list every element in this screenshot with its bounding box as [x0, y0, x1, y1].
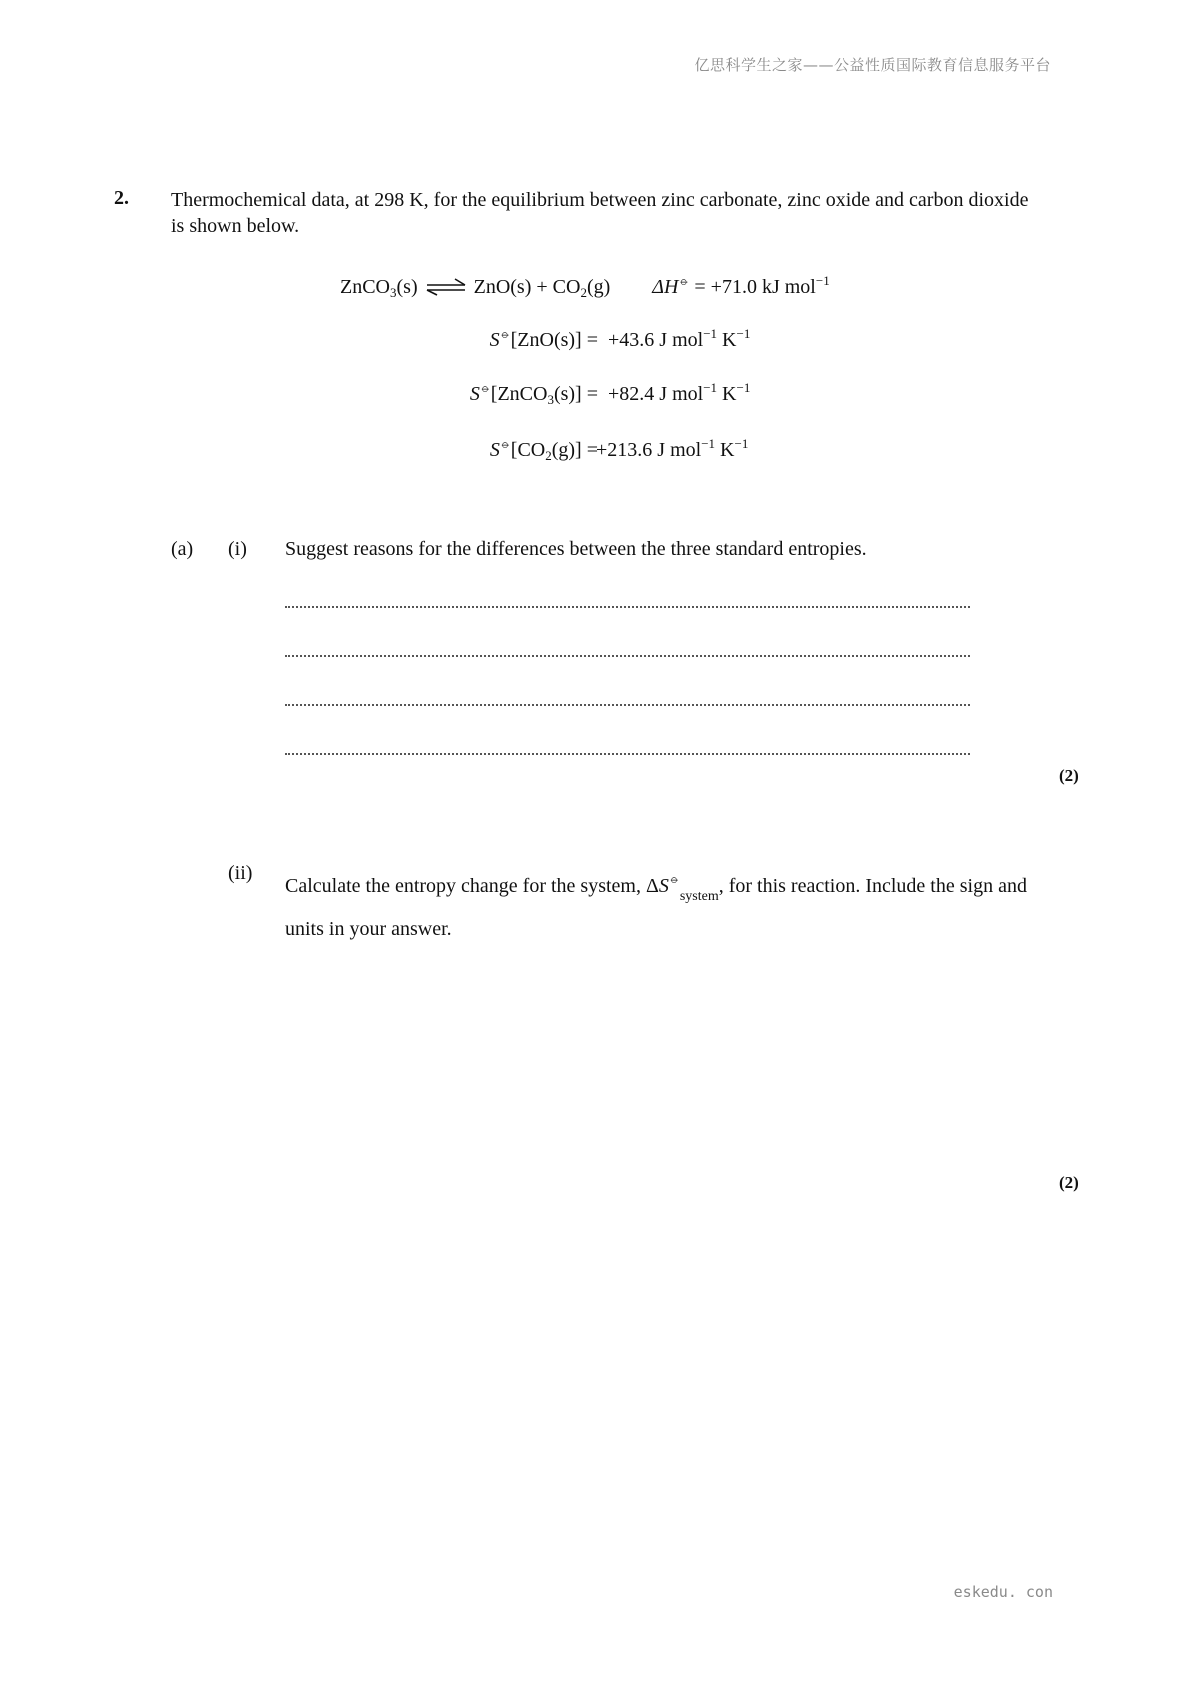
enthalpy-change: ΔH⦵ = +71.0 kJ mol$^{-1}$: [652, 273, 830, 298]
part-ii-question: Calculate the entropy change for the system, $\Delta S^⦵_{system}$, for this reaction. Include the sign and units in your answer.: [285, 871, 1027, 940]
part-ii-label: (ii): [228, 862, 253, 884]
part-i-label: (i): [228, 538, 247, 560]
products-formula: ZnO(s) + CO: [473, 276, 581, 298]
answer-line-1[interactable]: [285, 604, 970, 608]
answer-line-2[interactable]: [285, 653, 970, 657]
question-number: 2.: [114, 187, 129, 209]
equilibrium-equation: ZnCO$_3$(s) $ZnO(s) + CO_2(g) \Delta H^⦵ = +71.0$ kJ mol$^{-1}$: [340, 273, 830, 300]
reactant-formula: ZnCO: [340, 276, 390, 298]
question-intro: Thermochemical data, at 298 K, for the equilibrium between zinc carbonate, zinc oxide and carbon dioxide is shown below.: [171, 189, 1029, 237]
part-i-marks: (2): [1059, 766, 1079, 785]
footer-site: eskedu. con: [953, 1583, 1053, 1601]
part-i-question: Suggest reasons for the differences between the three standard entropies.: [285, 538, 867, 560]
equilibrium-arrow-icon: [425, 278, 467, 296]
answer-line-3[interactable]: [285, 702, 970, 706]
answer-line-4[interactable]: [285, 751, 970, 755]
header-watermark: 亿思科学生之家——公益性质国际教育信息服务平台: [694, 56, 1051, 74]
part-ii-marks: (2): [1059, 1173, 1079, 1192]
part-a-label: (a): [171, 538, 194, 560]
